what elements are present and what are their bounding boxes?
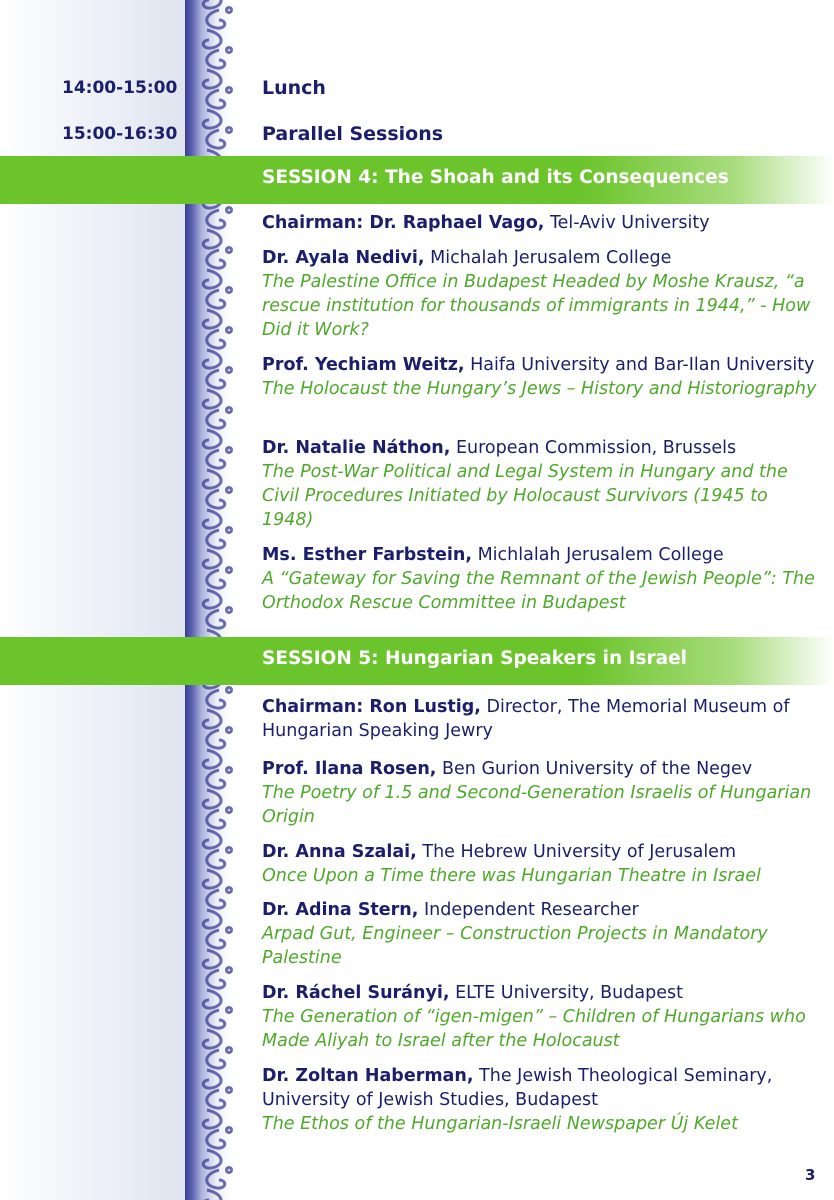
ornament-motif [203, 590, 231, 628]
speaker-name: Prof. Ilana Rosen, [262, 759, 437, 779]
speaker-name: Dr. Ayala Nedivi, [262, 248, 425, 268]
talk-title: Once Upon a Time there was Hungarian Theatre in Israel [262, 866, 761, 886]
speaker-name: Dr. Zoltan Haberman, [262, 1066, 474, 1086]
ornament-motif [203, 390, 231, 428]
talk-entry [262, 757, 822, 829]
ornament-motif [203, 30, 231, 68]
talk-title: The Poetry of 1.5 and Second-Generation Israelis of Hungarian Origin [262, 783, 812, 827]
talk-entry [262, 1064, 822, 1136]
ornament-motif [203, 0, 231, 28]
speaker-name: Dr. Anna Szalai, [262, 842, 417, 862]
agenda-parallel-sessions: Parallel Sessions [262, 123, 444, 145]
talk-entry [262, 898, 822, 970]
talk-entry [262, 353, 822, 401]
ornament-motif [203, 1070, 231, 1108]
talk-title: The Holocaust the Hungary’s Jews – History and Historiography [262, 379, 817, 399]
ornament-motif [203, 710, 231, 748]
talk-title: Arpad Gut, Engineer – Construction Projects in Mandatory Palestine [262, 924, 768, 968]
talk-title: The Palestine Office in Budapest Headed by Moshe Krausz, “a rescue institution for thousands of immigrants in 1944,” - How Did it Work? [262, 272, 811, 340]
ornament-motif [203, 790, 231, 828]
chair-affiliation: Tel-Aviv University [544, 213, 710, 233]
speaker-name: Dr. Natalie Náthon, [262, 438, 451, 458]
speaker-affiliation: Michlalah Jerusalem College [472, 545, 724, 565]
ornament-motif [203, 870, 231, 908]
chair-name: Chairman: Dr. Raphael Vago, [262, 213, 545, 233]
ornament-motif [203, 910, 231, 948]
speaker-affiliation: ELTE University, Budapest [449, 983, 683, 1003]
session-4-title: SESSION 4: The Shoah and its Consequences [262, 167, 729, 188]
talk-entry [262, 543, 822, 615]
session-5-header [0, 637, 834, 685]
talk-entry [262, 840, 822, 888]
ornament-motif [203, 270, 231, 308]
talk-title: The Generation of “igen-migen” – Children of Hungarians who Made Aliyah to Israel after the Holocaust [262, 1007, 806, 1051]
ornament-motif [203, 750, 231, 788]
speaker-name: Prof. Yechiam Weitz, [262, 355, 465, 375]
talk-title: The Post-War Political and Legal System in Hungary and the Civil Procedures Initiated by Holocaust Survivors (1945 to 1948) [262, 462, 788, 530]
speaker-affiliation: The Hebrew University of Jerusalem [416, 842, 736, 862]
session-5-chair [262, 695, 822, 743]
speaker-affiliation: Michalah Jerusalem College [424, 248, 672, 268]
speaker-affiliation: European Commission, Brussels [450, 438, 737, 458]
ornament-motif [203, 830, 231, 868]
chair-affiliation: Director, The Memorial Museum of Hungarian Speaking Jewry [262, 697, 790, 741]
ornament-motif [203, 1110, 231, 1148]
session-5-title: SESSION 5: Hungarian Speakers in Israel [262, 648, 688, 669]
ornament-motif [203, 470, 231, 508]
ornament-motif [203, 510, 231, 548]
talk-entry [262, 246, 822, 342]
ornament-motif [203, 1150, 231, 1188]
ornament-motif [203, 950, 231, 988]
ornament-motif [203, 110, 231, 148]
session-4-header [0, 156, 834, 204]
ornament-motif [203, 350, 231, 388]
speaker-name: Dr. Adina Stern, [262, 900, 419, 920]
talk-title: The Ethos of the Hungarian-Israeli Newspaper Új Kelet [262, 1114, 738, 1134]
ornament-motif [203, 1030, 231, 1068]
speaker-affiliation: Haifa University and Bar-Ilan University [464, 355, 815, 375]
chair-name: Chairman: Ron Lustig, [262, 697, 481, 717]
speaker-name: Dr. Ráchel Surányi, [262, 983, 450, 1003]
speaker-name: Ms. Esther Farbstein, [262, 545, 473, 565]
speaker-affiliation: Independent Researcher [418, 900, 639, 920]
talk-entry [262, 981, 822, 1053]
talk-entry [262, 436, 822, 532]
page-number: 3 [805, 1166, 816, 1184]
time-parallel-sessions: 15:00-16:30 [62, 124, 178, 144]
ornament-motif [203, 230, 231, 268]
ornament-motif [203, 1190, 231, 1200]
ornament-motif [203, 70, 231, 108]
session-4-chair [262, 211, 822, 235]
ornament-motif [203, 310, 231, 348]
speaker-affiliation: Ben Gurion University of the Negev [436, 759, 753, 779]
agenda-lunch: Lunch [262, 77, 326, 99]
ornament-motif [203, 550, 231, 588]
talk-title: A “Gateway for Saving the Remnant of the Jewish People”: The Orthodox Rescue Committee in Budapest [262, 569, 815, 613]
time-lunch: 14:00-15:00 [62, 78, 178, 98]
ornament-motif [203, 990, 231, 1028]
speaker-affiliation: The Jewish Theological Seminary, University of Jewish Studies, Budapest [262, 1066, 773, 1110]
ornament-motif [203, 430, 231, 468]
